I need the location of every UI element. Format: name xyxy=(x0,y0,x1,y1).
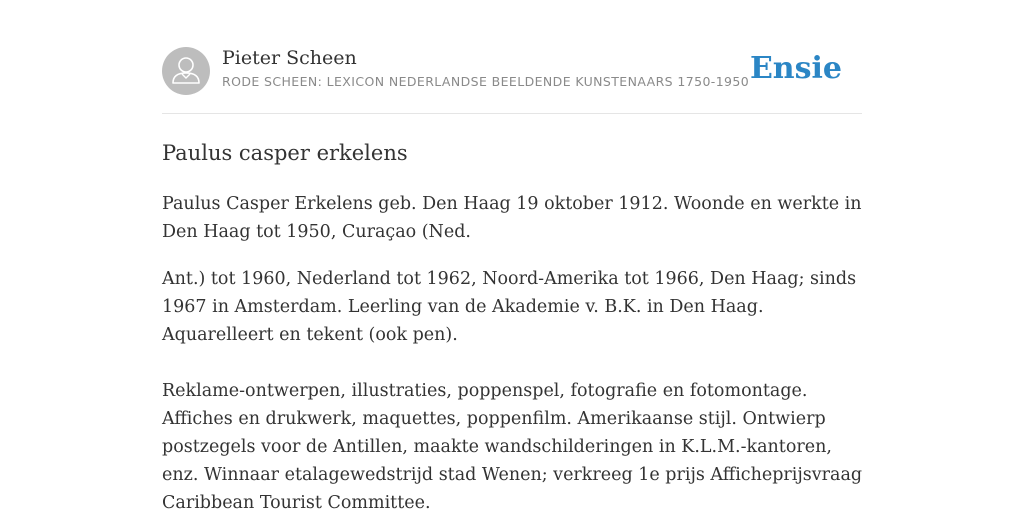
paragraph: Paulus Casper Erkelens geb. Den Haag 19 oktober 1912. Woonde en werkte in Den Haag tot 1950, Curaçao (Ned. xyxy=(162,194,862,242)
user-silhouette-icon xyxy=(162,47,210,95)
header-divider xyxy=(162,113,862,114)
article-body xyxy=(162,190,867,512)
ensie-logo[interactable]: Ensie xyxy=(749,51,842,86)
article-header xyxy=(162,46,862,96)
source-title[interactable]: RODE SCHEEN: LEXICON NEDERLANDSE BEELDENDE KUNSTENAARS 1750-1950 xyxy=(222,74,750,89)
paragraph: Ant.) tot 1960, Nederland tot 1962, Noord-Amerika tot 1966, Den Haag; sinds 1967 in Amsterdam. Leerling van de Akademie v. B.K. in Den Haag. Aquarelleert en tekent (ook pen). xyxy=(162,269,857,345)
paragraph: Reklame-ontwerpen, illustraties, poppenspel, fotografie en fotomontage. Affiches en drukwerk, maquettes, poppenfilm. Amerikaanse stijl. Ontwierp postzegels voor de Antillen, maakte wandschilderingen in K.L.M.-kantoren, enz. Winnaar etalagewedstrijd stad Wenen; verkreeg 1e prijs Afficheprijsvraag Caribbean Tourist Committee. xyxy=(162,381,863,512)
author-name[interactable]: Pieter Scheen xyxy=(222,47,357,69)
page-title: Paulus casper erkelens xyxy=(162,141,408,165)
author-avatar[interactable] xyxy=(162,47,210,95)
